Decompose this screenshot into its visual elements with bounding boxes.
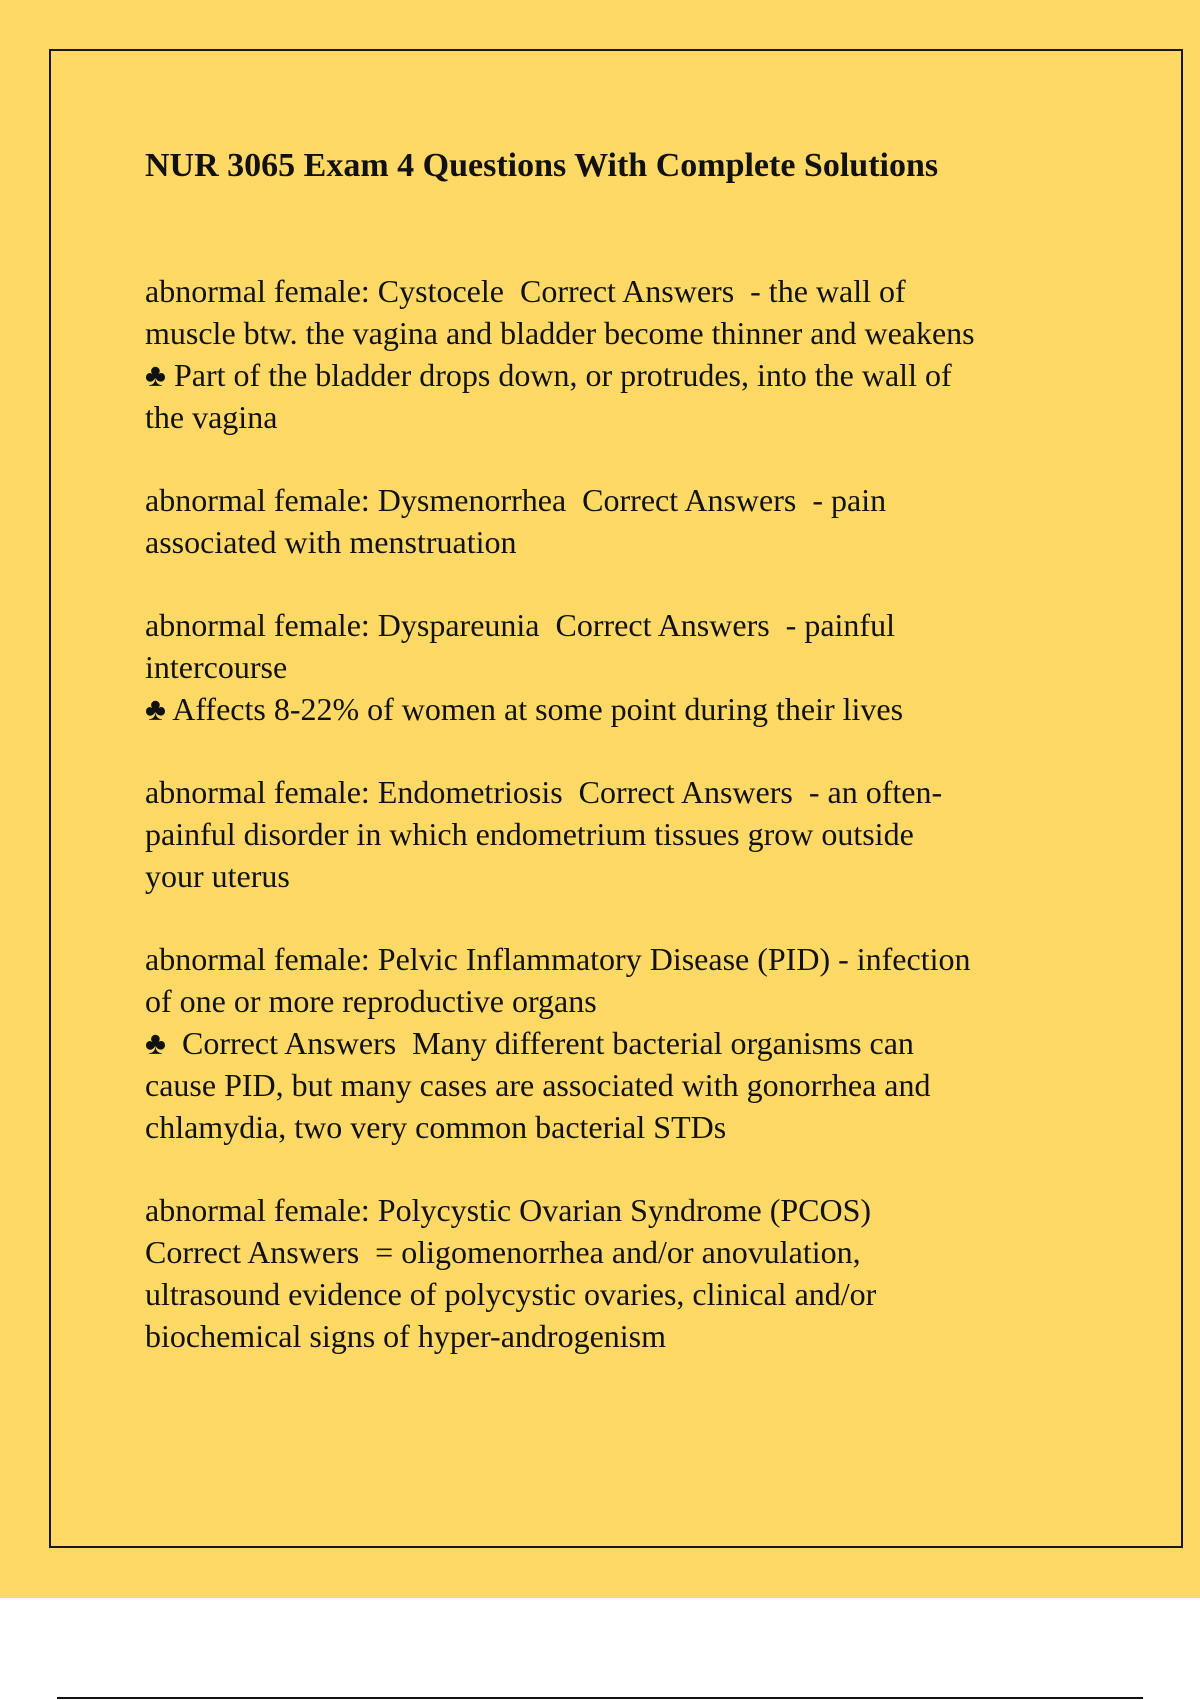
- qa-entry-dysmenorrhea: [145, 479, 1095, 563]
- entry-line: biochemical signs of hyper-androgenism: [145, 1318, 666, 1354]
- qa-entry-pid: [145, 938, 1095, 1148]
- entry-line: intercourse: [145, 649, 288, 685]
- entry-line: your uterus: [145, 858, 290, 894]
- entry-line: ♣ Part of the bladder drops down, or protrudes, into the wall of: [145, 357, 952, 393]
- entry-line: of one or more reproductive organs: [145, 983, 597, 1019]
- entry-line: abnormal female: Endometriosis Correct Answers - an often-: [145, 774, 943, 810]
- entry-line: muscle btw. the vagina and bladder become thinner and weakens: [145, 315, 975, 351]
- qa-entry-dyspareunia: [145, 604, 1095, 730]
- entry-line: cause PID, but many cases are associated with gonorrhea and: [145, 1067, 931, 1103]
- entry-line: abnormal female: Pelvic Inflammatory Disease (PID) - infection: [145, 941, 971, 977]
- document-title: NUR 3065 Exam 4 Questions With Complete Solutions: [145, 147, 939, 184]
- entry-line: chlamydia, two very common bacterial STDs: [145, 1109, 727, 1145]
- entry-line: Correct Answers = oligomenorrhea and/or anovulation,: [145, 1234, 861, 1270]
- footer-divider: [57, 1697, 1143, 1699]
- entry-line: abnormal female: Dyspareunia Correct Answers - painful: [145, 607, 895, 643]
- entry-line: ♣ Correct Answers Many different bacterial organisms can: [145, 1025, 914, 1061]
- entry-line: the vagina: [145, 399, 278, 435]
- qa-entry-cystocele: [145, 270, 1095, 438]
- entry-line: ultrasound evidence of polycystic ovaries, clinical and/or: [145, 1276, 877, 1312]
- entry-line: associated with menstruation: [145, 524, 517, 560]
- entry-line: painful disorder in which endometrium tissues grow outside: [145, 816, 914, 852]
- entry-line: abnormal female: Cystocele Correct Answers - the wall of: [145, 273, 906, 309]
- entry-line: abnormal female: Dysmenorrhea Correct Answers - pain: [145, 482, 887, 518]
- entry-line: ♣ Affects 8-22% of women at some point during their lives: [145, 691, 904, 727]
- qa-entries: [145, 270, 1095, 1398]
- qa-entry-endometriosis: [145, 771, 1095, 897]
- entry-line: abnormal female: Polycystic Ovarian Syndrome (PCOS): [145, 1192, 872, 1228]
- qa-entry-pcos: [145, 1189, 1095, 1357]
